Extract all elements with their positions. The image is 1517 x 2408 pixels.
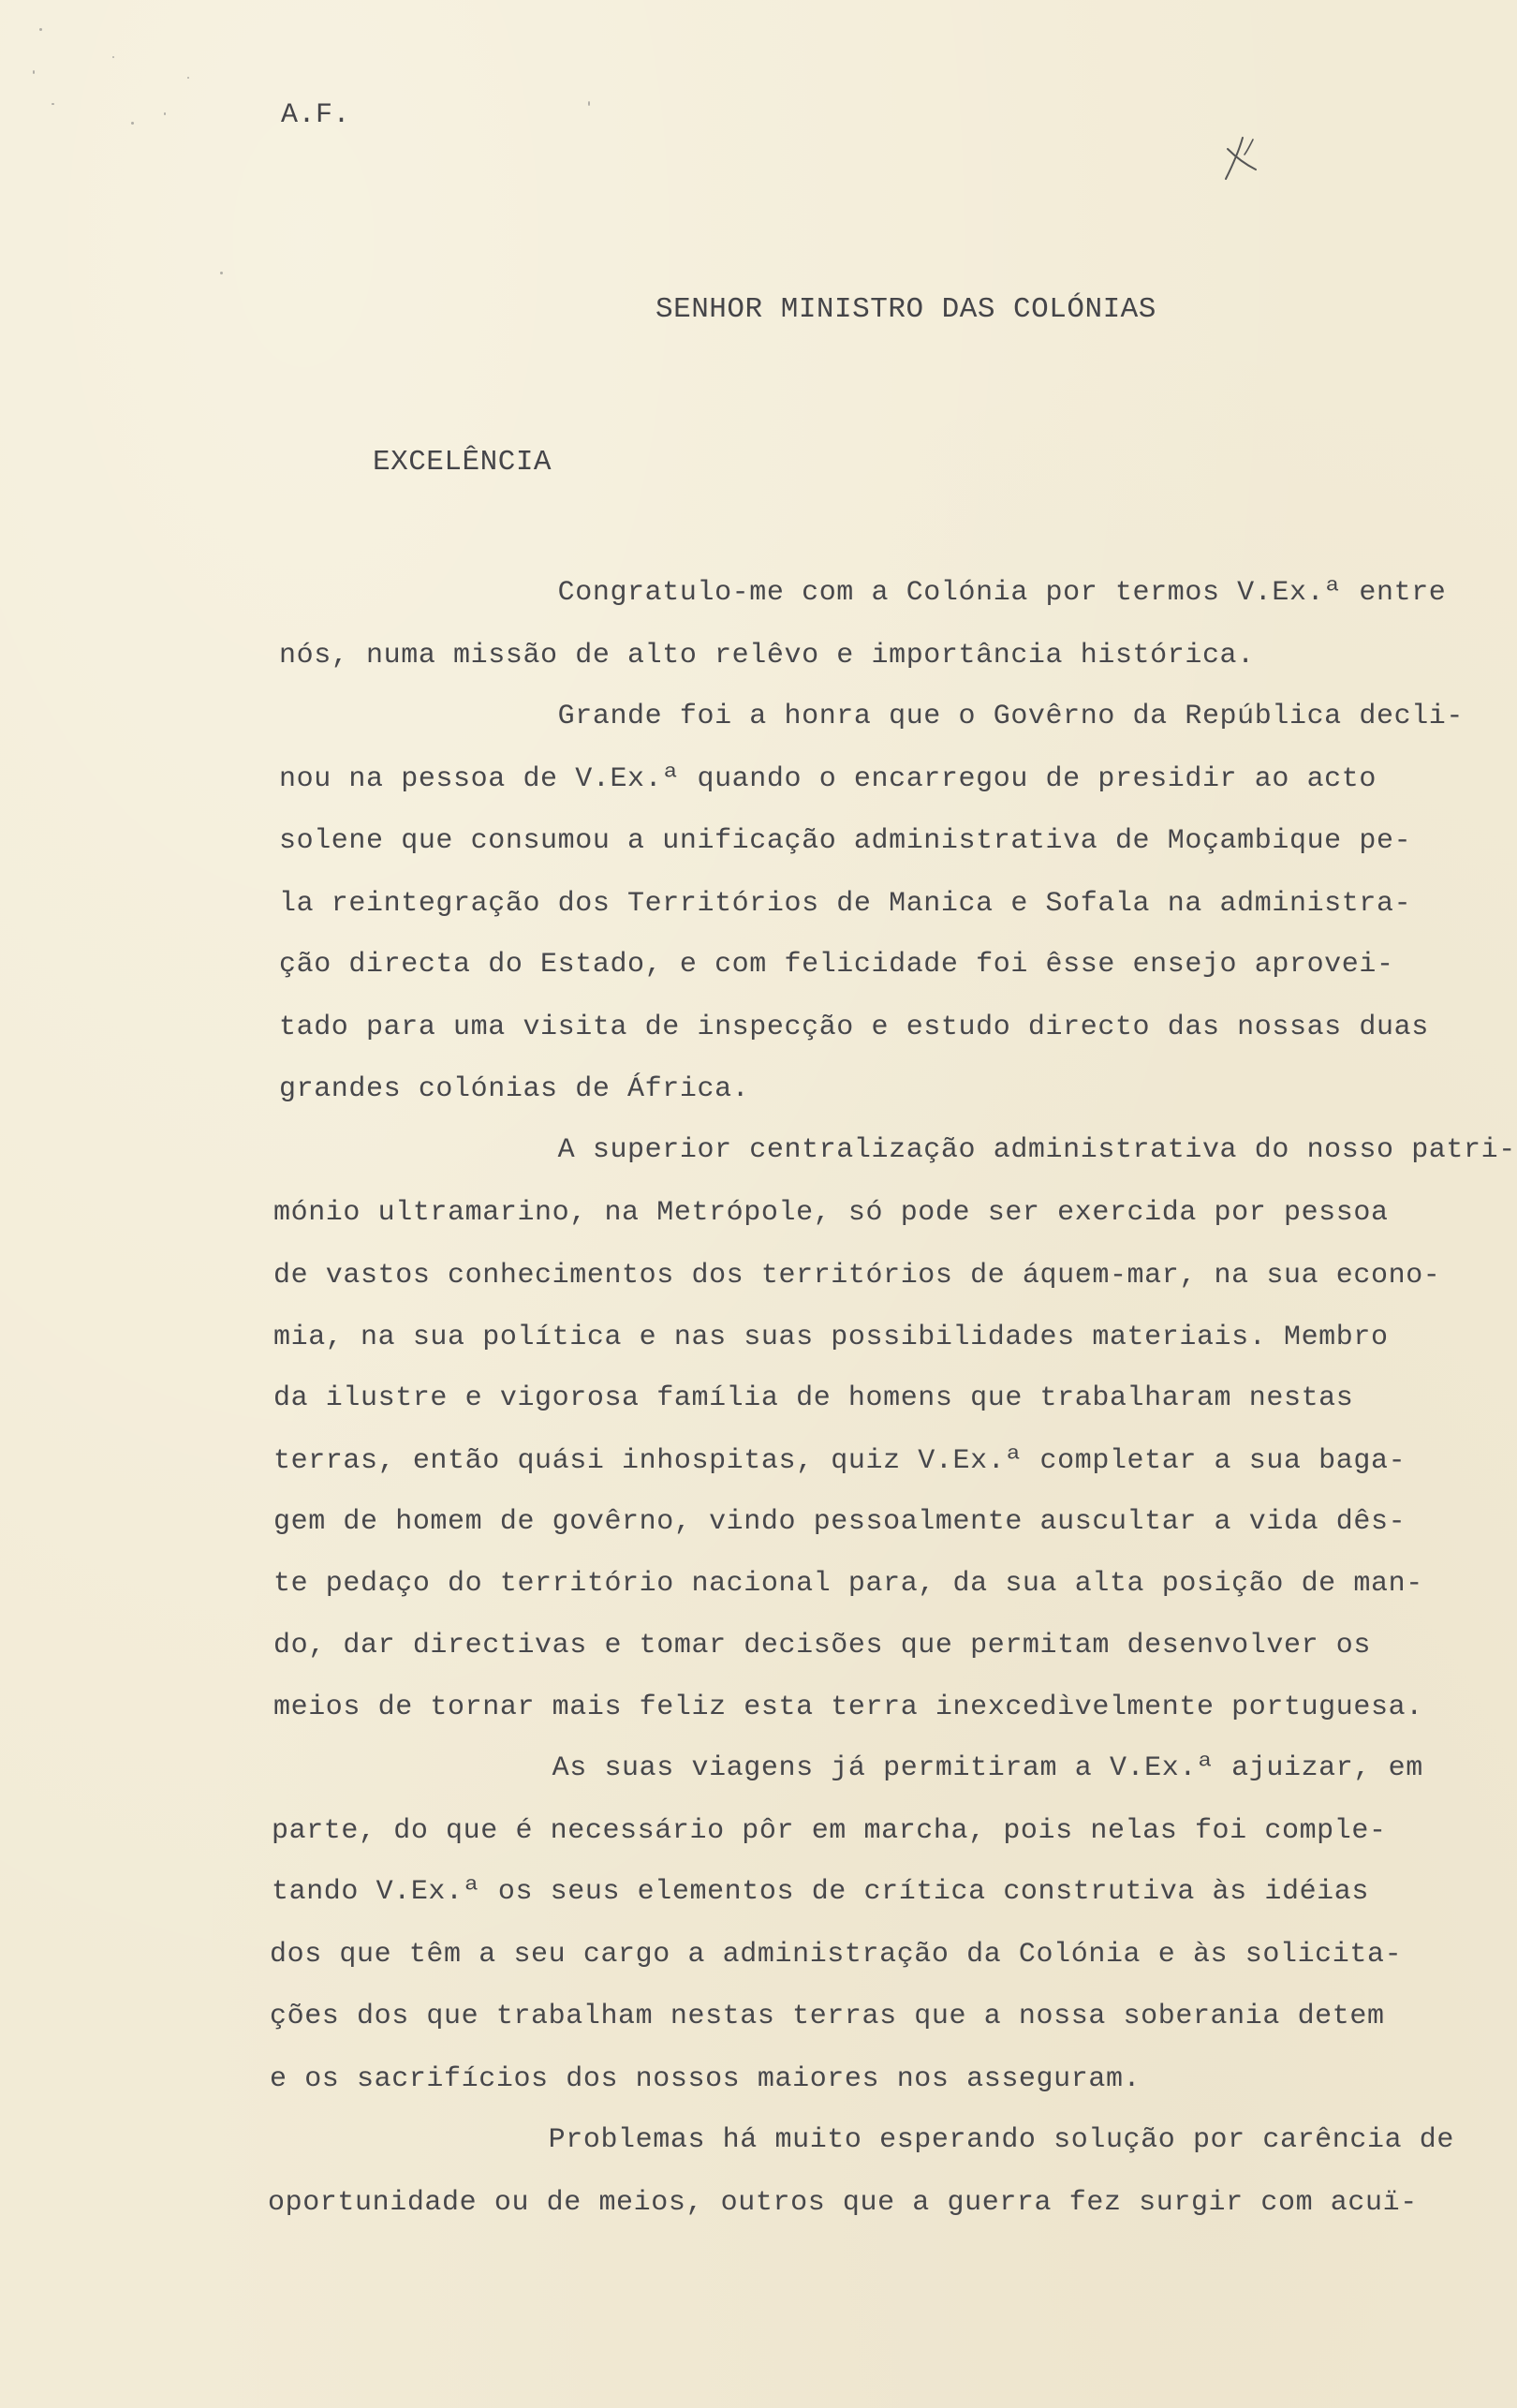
body-line: la reintegração dos Territórios de Manica e Sofala na administra-	[279, 888, 1412, 920]
body-line: terras, então quási inhospitas, quiz V.Ex.ª completar a sua baga-	[273, 1445, 1407, 1477]
header-mark: A.F.	[281, 99, 351, 131]
body-line: solene que consumou a unificação administrativa de Moçambique pe-	[279, 825, 1412, 857]
body-line: A superior centralização administrativa do nosso patri-	[279, 1134, 1516, 1166]
body-line: grandes colónias de África.	[279, 1073, 750, 1105]
body-line: As suas viagens já permitiram a V.Ex.ª ajuizar, em	[273, 1752, 1423, 1784]
body-line: ções dos que trabalham nestas terras que a nossa soberania detem	[270, 2001, 1385, 2032]
body-line: da ilustre e vigorosa família de homens que trabalharam nestas	[273, 1382, 1354, 1414]
body-line: do, dar directivas e tomar decisões que permitam desenvolver os	[273, 1630, 1371, 1662]
body-line: Problemas há muito esperando solução por carência de	[270, 2124, 1454, 2156]
margin-x-mark	[1222, 136, 1259, 181]
body-line: Congratulo-me com a Colónia por termos V.Ex.ª entre	[279, 577, 1447, 609]
body-line: tando V.Ex.ª os seus elementos de crítica construtiva às idéias	[272, 1876, 1369, 1908]
body-line: mónio ultramarino, na Metrópole, só pode ser exercida por pessoa	[273, 1197, 1389, 1229]
body-line: nou na pessoa de V.Ex.ª quando o encarregou de presidir ao acto	[279, 763, 1377, 795]
body-line: e os sacrifícios dos nossos maiores nos asseguram.	[270, 2063, 1141, 2095]
body-line: de vastos conhecimentos dos territórios de áquem-mar, na sua econo-	[273, 1260, 1441, 1292]
body-line: mia, na sua política e nas suas possibilidades materiais. Membro	[273, 1322, 1389, 1353]
salutation: EXCELÊNCIA	[373, 446, 552, 479]
body-line: nós, numa missão de alto relêvo e importância histórica.	[279, 640, 1255, 672]
body-line: dos que têm a seu cargo a administração da Colónia e às solicita-	[270, 1939, 1403, 1971]
body-line: gem de homem de govêrno, vindo pessoalmente auscultar a vida dês-	[273, 1506, 1407, 1538]
body-line: ção directa do Estado, e com felicidade foi êsse ensejo aprovei-	[279, 949, 1394, 981]
body-line: meios de tornar mais feliz esta terra inexcedìvelmente portuguesa.	[273, 1692, 1423, 1723]
body-line: Grande foi a honra que o Govêrno da República decli-	[279, 701, 1464, 732]
body-line: parte, do que é necessário pôr em marcha, pois nelas foi comple-	[272, 1815, 1387, 1847]
body-line: oportunidade ou de meios, outros que a guerra fez surgir com acuï-	[268, 2187, 1418, 2219]
document-title: SENHOR MINISTRO DAS COLÓNIAS	[655, 293, 1156, 326]
body-line: te pedaço do território nacional para, da sua alta posição de man-	[273, 1568, 1423, 1600]
body-line: tado para uma visita de inspecção e estudo directo das nossas duas	[279, 1012, 1429, 1043]
